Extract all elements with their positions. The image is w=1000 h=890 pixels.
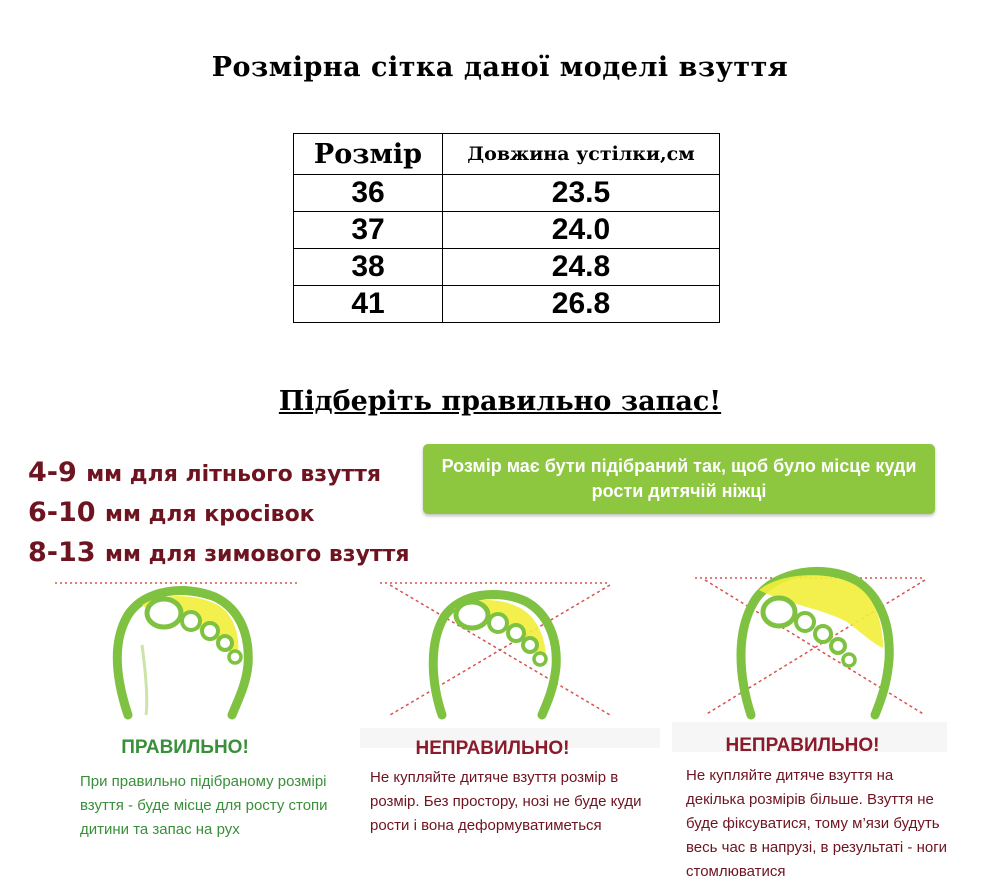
header-size: Розмір bbox=[294, 134, 443, 175]
table-header-row bbox=[294, 134, 720, 175]
description-correct: При правильно підібраному розмірі взуття - буде місце для росту стопи дитини та запас на рух bbox=[80, 773, 328, 838]
header-insole-length: Довжина устілки,см bbox=[443, 134, 720, 175]
table-row bbox=[294, 286, 720, 323]
description-tight: Не купляйте дитяче взуття розмір в розмір. Без простору, нозі не буде куди рости і вона деформуватиметься bbox=[370, 769, 642, 834]
length-cell: 24.0 bbox=[443, 212, 720, 249]
description-loose: Не купляйте дитяче взуття на декілька розмірів більше. Взуття не буде фіксуватися, тому м’язи будуть весь час в напрузі, в результаті - ноги стомлюватися bbox=[686, 767, 948, 880]
size-cell: 41 bbox=[294, 286, 443, 323]
allowance-text: мм для зимового взуття bbox=[104, 542, 410, 567]
length-cell: 23.5 bbox=[443, 175, 720, 212]
verdict-correct: ПРАВИЛЬНО! bbox=[121, 737, 249, 758]
table-row bbox=[294, 175, 720, 212]
size-cell: 38 bbox=[294, 249, 443, 286]
size-table bbox=[293, 133, 720, 323]
section-subtitle: Підберіть правильно запас! bbox=[278, 386, 722, 417]
table-row bbox=[294, 212, 720, 249]
allowance-value: 4-9 bbox=[28, 457, 77, 488]
page-title: Розмірна сітка даної моделі взуття bbox=[211, 52, 789, 83]
growth-note-text: Розмір має бути підібраний так, щоб було місце куди рости дитячій ніжці bbox=[441, 456, 917, 501]
foot-tight-icon bbox=[370, 575, 630, 725]
allowance-list bbox=[28, 454, 410, 574]
size-cell: 37 bbox=[294, 212, 443, 249]
table-row bbox=[294, 249, 720, 286]
allowance-value: 8-13 bbox=[28, 537, 96, 568]
length-cell: 26.8 bbox=[443, 286, 720, 323]
verdict-loose: НЕПРАВИЛЬНО! bbox=[725, 735, 880, 756]
allowance-winter bbox=[28, 534, 410, 574]
size-cell: 36 bbox=[294, 175, 443, 212]
allowance-summer bbox=[28, 454, 410, 494]
allowance-sneakers bbox=[28, 494, 410, 534]
allowance-text: мм для кросівок bbox=[104, 502, 315, 527]
foot-correct-icon bbox=[50, 575, 310, 725]
length-cell: 24.8 bbox=[443, 249, 720, 286]
allowance-value: 6-10 bbox=[28, 497, 96, 528]
growth-note-banner bbox=[423, 444, 935, 514]
verdict-tight: НЕПРАВИЛЬНО! bbox=[415, 738, 570, 759]
allowance-text: мм для літнього взуття bbox=[86, 462, 382, 487]
foot-loose-icon bbox=[685, 560, 945, 725]
